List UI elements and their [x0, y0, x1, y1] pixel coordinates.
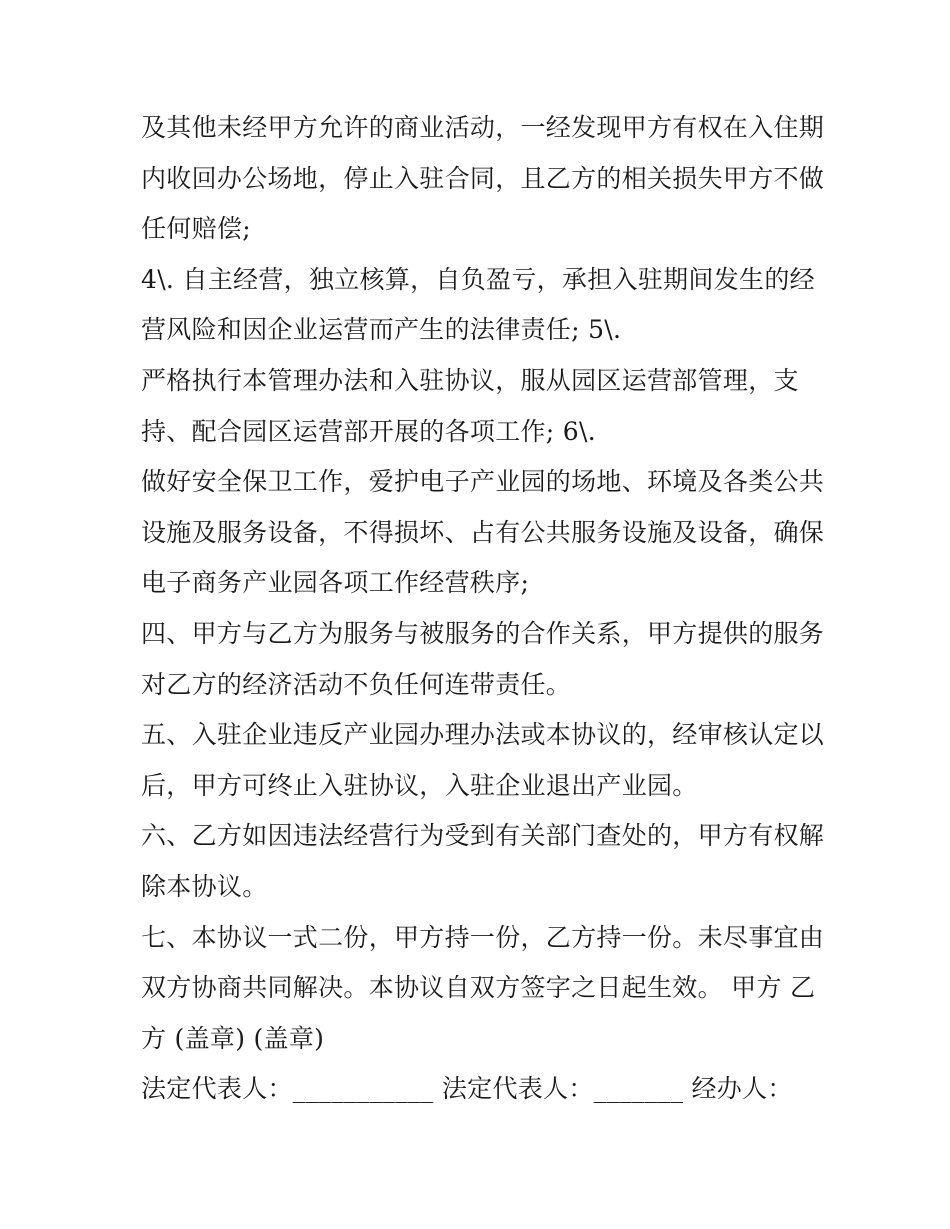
text-line: 除本协议。	[141, 871, 268, 901]
text-line: 内收回办公场地，停止入驻合同，且乙方的相关损失甲方不做	[141, 163, 825, 193]
text-line: 任何赔偿;	[141, 214, 251, 244]
text-line: 方 (盖章) (盖章)	[141, 1023, 325, 1053]
signature-line: 法定代表人：___________ 法定代表人：_______ 经办人：	[141, 1074, 793, 1104]
text-line: 严格执行本管理办法和入驻协议，服从园区运营部管理，支	[141, 365, 799, 395]
text-line: 及其他未经甲方允许的商业活动，一经发现甲方有权在入住期	[141, 113, 825, 142]
text-line: 做好安全保卫工作，爱护电子产业园的场地、环境及各类公共	[141, 467, 825, 497]
text-line: 七、本协议一式二份，甲方持一份，乙方持一份。未尽事宜由	[141, 922, 825, 952]
text-line: 持、配合园区运营部开展的各项工作; 6\.	[141, 416, 596, 446]
text-line: 营风险和因企业运营而产生的法律责任; 5\.	[141, 315, 622, 345]
text-line: 电子商务产业园各项工作经营秩序;	[141, 568, 530, 598]
text-line: 4\. 自主经营，独立核算，自负盈亏，承担入驻期间发生的经	[141, 264, 815, 294]
text-line: 对乙方的经济活动不负任何连带责任。	[141, 669, 572, 699]
document-body	[141, 103, 825, 1115]
text-line: 双方协商共同解决。本协议自双方签字之日起生效。 甲方 乙	[141, 973, 816, 1003]
text-line: 六、乙方如因违法经营行为受到有关部门查处的，甲方有权解	[141, 821, 825, 851]
text-line: 五、入驻企业违反产业园办理办法或本协议的，经审核认定以	[141, 720, 825, 750]
text-line: 后，甲方可终止入驻协议，入驻企业退出产业园。	[141, 770, 698, 800]
text-line: 四、甲方与乙方为服务与被服务的合作关系，甲方提供的服务	[141, 618, 825, 648]
text-line: 设施及服务设备，不得损坏、占有公共服务设施及设备，确保	[141, 517, 825, 547]
